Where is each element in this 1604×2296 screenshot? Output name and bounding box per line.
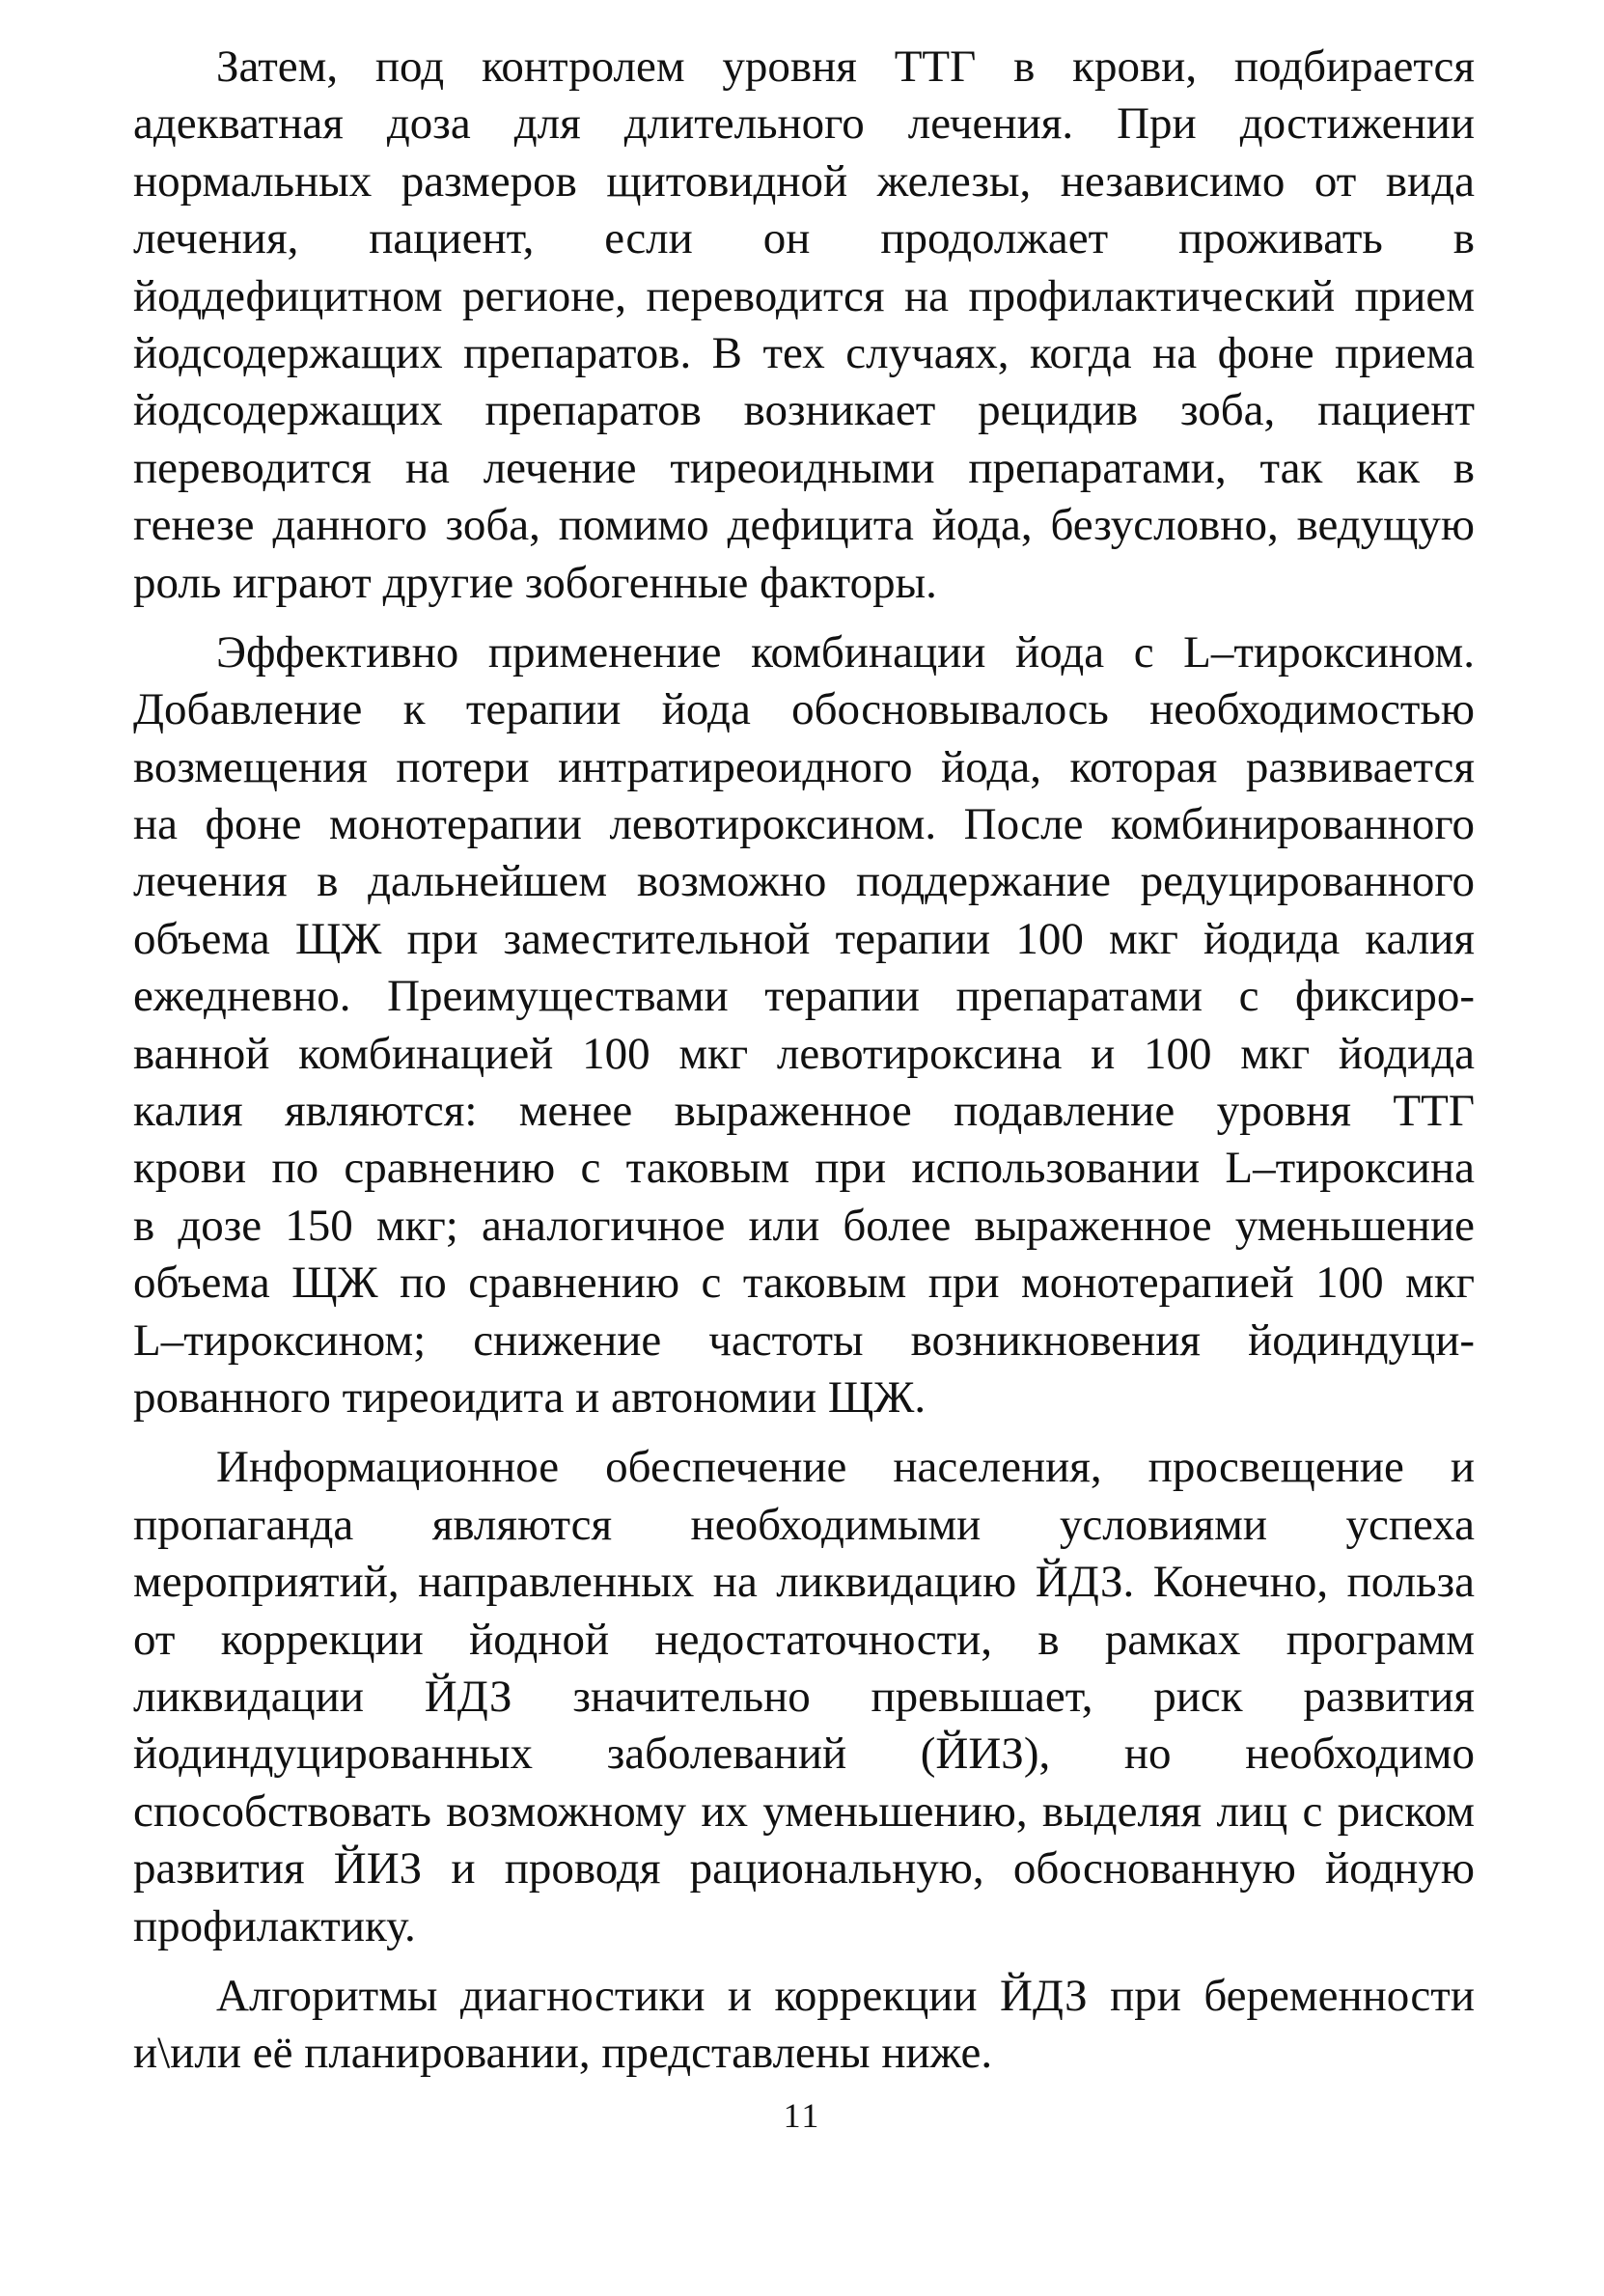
text-line: объема ЩЖ по сравнению с таковым при монотерапией 100 мкг	[133, 1258, 1475, 1309]
text-line: генезе данного зоба, помимо дефицита йода, безусловно, ведущую	[133, 500, 1475, 551]
text-line: йодсодержащих препаратов возникает рецидив зоба, пациент	[133, 385, 1475, 436]
text-line: переводится на лечение тиреоидными препаратами, так как в	[133, 442, 1475, 493]
text-line: ежедневно. Преимуществами терапии препаратами с фиксиро-	[133, 971, 1475, 1022]
text-line: лечения, пациент, если он продолжает проживать в	[133, 213, 1475, 264]
text-line: рованного тиреоидита и автономии ЩЖ.	[133, 1371, 926, 1423]
text-line: йоддефицитном регионе, переводится на профилактический прием	[133, 270, 1475, 321]
text-line: Информационное обеспечение населения, просвещение и	[216, 1442, 1475, 1493]
text-line: Добавление к терапии йода обосновывалось необходимостью	[133, 684, 1475, 735]
text-line: в дозе 150 мкг; аналогичное или более выраженное уменьшение	[133, 1200, 1475, 1251]
text-line: способствовать возможному их уменьшению, выделяя лиц с риском	[133, 1785, 1475, 1837]
text-line: нормальных размеров щитовидной железы, независимо от вида	[133, 155, 1475, 207]
text-line: L–тироксином; снижение частоты возникновения йодиндуци-	[133, 1314, 1475, 1366]
text-line: ликвидации ЙДЗ значительно превышает, риск развития	[133, 1671, 1475, 1722]
text-line: развития ЙИЗ и проводя рациональную, обоснованную йодную	[133, 1843, 1475, 1895]
text-line: калия являются: менее выраженное подавление уровня ТТГ	[133, 1086, 1475, 1137]
text-line: роль играют другие зобогенные факторы.	[133, 557, 937, 608]
text-line: от коррекции йодной недостаточности, в рамках программ	[133, 1614, 1475, 1665]
text-line: крови по сравнению с таковым при использовании L–тироксина	[133, 1143, 1475, 1194]
text-line: Алгоритмы диагностики и коррекции ЙДЗ при беременности	[216, 1970, 1475, 2021]
text-line: йодиндуцированных заболеваний (ЙИЗ), но необходимо	[133, 1729, 1475, 1780]
text-line: Затем, под контролем уровня ТТГ в крови, подбирается	[216, 41, 1475, 92]
paragraph	[133, 1968, 1475, 2083]
paragraph	[133, 1439, 1475, 1955]
text-line: на фоне монотерапии левотироксином. После комбинированного	[133, 799, 1475, 850]
text-line: и\или её планировании, представлены ниже.	[133, 2028, 993, 2079]
text-line: ванной комбинацией 100 мкг левотироксина и 100 мкг йодида	[133, 1028, 1475, 1079]
text-line: профилактику.	[133, 1900, 416, 1951]
text-line: возмещения потери интратиреоидного йода, которая развивается	[133, 741, 1475, 792]
paragraph	[133, 624, 1475, 1426]
text-line: йодсодержащих препаратов. В тех случаях, когда на фоне приема	[133, 327, 1475, 378]
page-number: 11	[783, 2096, 821, 2135]
text-line: Эффективно применение комбинации йода с L–тироксином.	[216, 626, 1475, 678]
paragraph	[133, 39, 1475, 612]
text-line: лечения в дальнейшем возможно поддержание редуцированного	[133, 856, 1475, 907]
text-line: адекватная доза для длительного лечения. При достижении	[133, 98, 1475, 150]
text-line: пропаганда являются необходимыми условиями успеха	[133, 1499, 1475, 1550]
text-line: мероприятий, направленных на ликвидацию ЙДЗ. Конечно, польза	[133, 1557, 1475, 1608]
body-text	[133, 39, 1475, 2083]
text-line: объема ЩЖ при заместительной терапии 100 мкг йодида калия	[133, 913, 1475, 964]
